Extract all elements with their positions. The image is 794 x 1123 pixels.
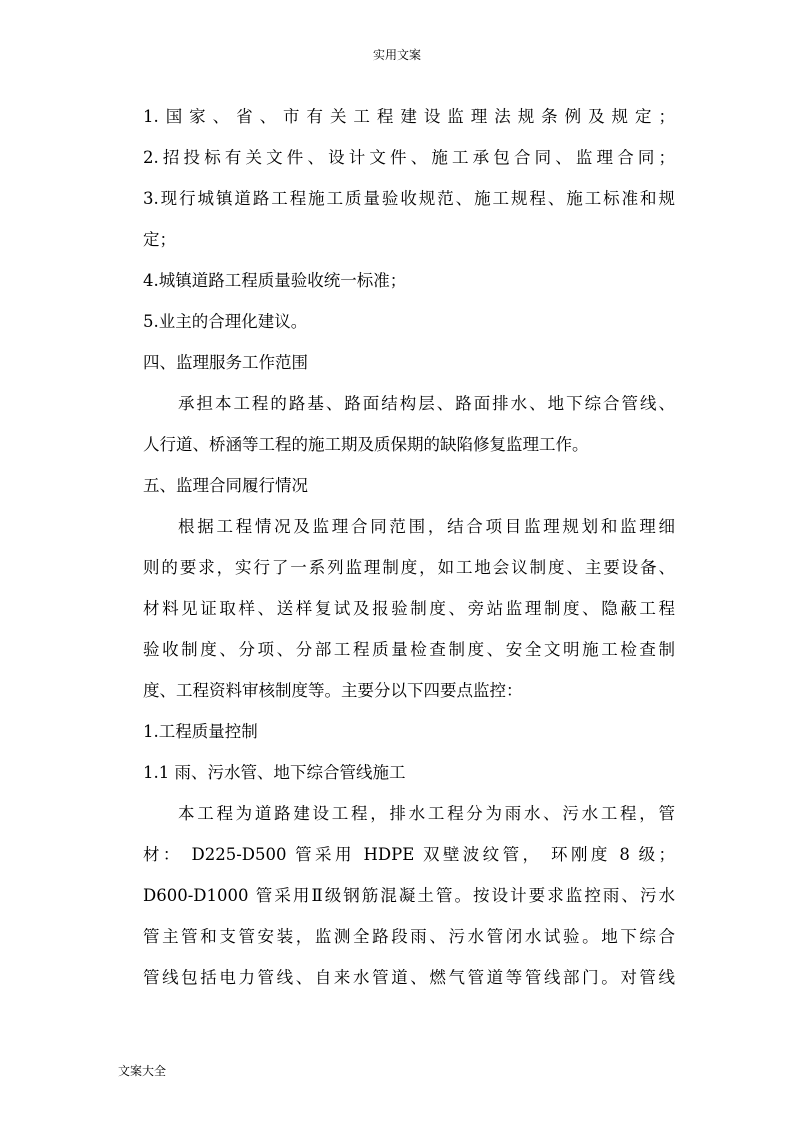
- text-line: D600-D1000 管采用Ⅱ级钢筋混凝土管。按设计要求监控雨、污水: [143, 886, 675, 905]
- text-line: 管线包括电力管线、自来水管道、燃气管道等管线部门。对管线: [143, 968, 675, 987]
- text-line: 1.国家、省、市有关工程建设监理法规条例及规定；: [143, 107, 675, 126]
- text-line: 承担本工程的路基、路面结构层、路面排水、地下综合管线、: [178, 394, 675, 413]
- text-line: 人行道、桥涵等工程的施工期及质保期的缺陷修复监理工作。: [143, 435, 589, 454]
- text-line: 4.城镇道路工程质量验收统一标准；: [143, 271, 407, 290]
- text-line: 材料见证取样、送样复试及报验制度、旁站监理制度、隐蔽工程: [143, 599, 675, 618]
- text-line: 本工程为道路建设工程，排水工程分为雨水、污水工程，管: [178, 804, 675, 823]
- page-footer: 文案大全: [118, 1064, 167, 1078]
- page-header: 实用文案: [372, 48, 421, 62]
- text-line: 则的要求，实行了一系列监理制度，如工地会议制度、主要设备、: [143, 558, 675, 577]
- text-line: 管主管和支管安装，监测全路段雨、污水管闭水试验。地下综合: [143, 927, 675, 946]
- text-line: 2.招投标有关文件、设计文件、施工承包合同、监理合同；: [143, 148, 675, 167]
- section-heading: 五、监理合同履行情况: [143, 476, 308, 495]
- section-heading: 四、监理服务工作范围: [143, 353, 308, 372]
- text-line: 3.现行城镇道路工程施工质量验收规范、施工规程、施工标准和规: [143, 189, 675, 208]
- text-line: 验收制度、分项、分部工程质量检查制度、安全文明施工检查制: [143, 640, 675, 659]
- text-line: 根据工程情况及监理合同范围，结合项目监理规划和监理细: [178, 517, 675, 536]
- subsection-heading: 1.1 雨、污水管、地下综合管线施工: [143, 763, 406, 782]
- text-line: 定；: [143, 230, 176, 249]
- text-line: 5.业主的合理化建议。: [143, 312, 308, 331]
- text-line: 材： D225-D500 管采用 HDPE 双壁波纹管， 环刚度 8 级；: [143, 845, 675, 864]
- subsection-heading: 1.工程质量控制: [143, 722, 258, 741]
- text-line: 度、工程资料审核制度等。主要分以下四要点监控：: [143, 681, 523, 700]
